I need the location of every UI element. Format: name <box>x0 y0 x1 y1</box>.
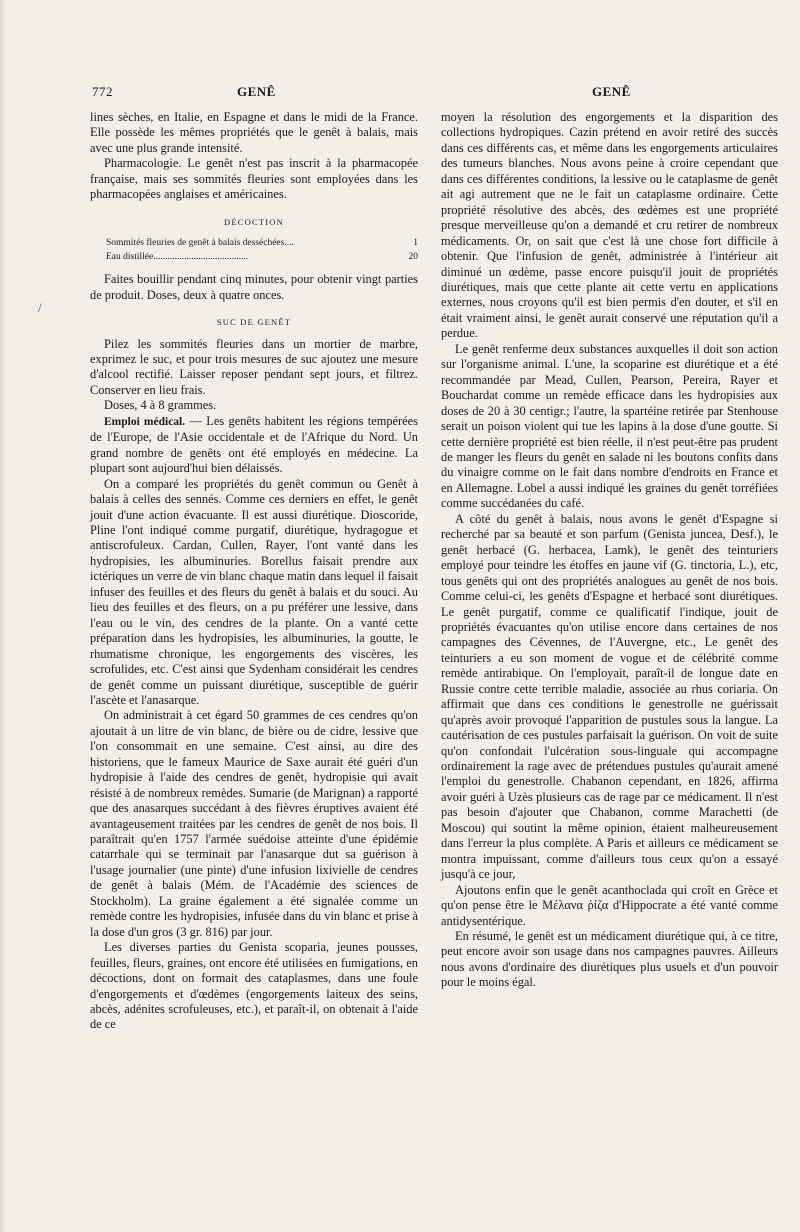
right-paragraph-substances: Le genêt renferme deux substances auxquelles il doit son action sur l'organisme animal. L'une, la scoparine est diurétique et a été recommandée par Mead, Cullen, Pearson, Pereira, Rayer et Bouchardat comme un remède efficace dans les hydropisies aux doses de 20 à 30 centigr.; l'autre, la spartéine retirée par Stenhouse serait un poison violent qui tue les lapins à la dose d'une goutte. Si cette dernière propriété est bien réelle, il n'est peut-être pas prudent de manger les fleurs du genêt en salade ni les boutons confits dans du vinaigre comme on le fait dans nombre d'endroits en France et en Allemagne. Lobel a aussi indiqué les graines du genêt torréfiées comme succédanées du café. <box>441 341 778 511</box>
left-paragraph-1: lines sèches, en Italie, en Espagne et dans le midi de la France. Elle possède les mêmes propriétés que le genêt à balais, mais avec une plus grande intensité. <box>90 110 418 155</box>
left-running-title: GENÊ <box>237 84 276 99</box>
suc-doses: Doses, 4 à 8 grammes. <box>104 398 217 413</box>
page-edge <box>0 0 6 1232</box>
suc-heading: SUC DE GENÊT <box>216 317 292 328</box>
left-paragraph-cendres: On administrait à cet égard 50 grammes de ces cendres qu'on ajoutait à un litre de vin blanc, de bière ou de cidre, lessive que l'on consommait en une semaine. C'est ainsi, au dire des historiens, que le fameux Maurice de Saxe aurait été guéri d'un hydropisie à l'aide des cendres de genêt, hydropisie qui avait résisté à de nombreux remèdes. Sumarie (de Marignan) a rapporté que des anasarques succédant à des fièvres éruptives avaient été avantageusement traitées par les cendres de genêt de nos bois. Il paraîtrait qu'en 1757 l'armée suédoise atteinte d'une épidémie catarrhale qui se terminait par l'anasarque dut sa guérison à l'usage journalier (une pinte) d'une infusion lixivielle de cendres de genêt à balais (Mém. de l'Académie des sciences de Stockholm). La graine également a été signalée comme un remède contre les hydropisies, infusée dans du vin blanc et prise à la dose d'un gros (3 gr. 816) par jour. <box>90 708 418 939</box>
decoction-heading: DÉCOCTION <box>224 216 284 227</box>
right-paragraph-resume: En résumé, le genêt est un médicament diurétique qui, à ce titre, peut encore avoir son usage dans nos campagnes pauvres. Ailleurs nous avons d'ordinaire des diurétiques plus usuels et d'un pouvoir pour le moins égal. <box>441 929 778 990</box>
recipe-ingredient: Sommités fleuries de genêt à balais desséchées.... <box>106 238 294 249</box>
decoction-recipe <box>106 236 418 264</box>
recipe-row <box>106 236 418 250</box>
recipe-quantity: 1 <box>413 238 418 249</box>
right-paragraph-varieties: A côté du genêt à balais, nous avons le genêt d'Espagne si recherché par sa beauté et son parfum (Genista juncea, Desf.), le genêt herbacé (G. herbacea, Lamk), le genêt des teinturiers employé pour teindre les étoffes en jaune vif (G. tinctoria, L.), etc, tous genêts qui ont des propriétés analogues au genêt de nos bois. Comme celui-ci, les genêts d'Espagne et herbacé sont diurétiques. Le genêt purgatif, comme ce qualificatif l'indique, jouit de propriétés évacuantes qu'on utilise encore dans certaines de nos campagnes des Cévennes, de l'Auvergne, etc., Le genêt des teinturiers a eu son moment de vogue et de célébrité comme remède antirabique. On l'employait, paraît-il de longue date en Russie contre cette terrible maladie, associée au rhus coriaria. On affirmait que dans ces conditions le genestrolle ne guérissait qu'après avoir provoqué l'apparition de pustules sous la langue. La cautérisation de ces pustules parfaisait la guérison. On voit de suite qu'on confondait l'ulcération sous-linguale qui accompagne ordinairement la rage avec de prétendues pustules qu'aurait amené l'emploi du genestrolle. Chabanon cependant, en 1826, affirma avoir guéri à Uzès plusieurs cas de rage par ce médicament. Il n'est pas besoin d'ajouter que Chabanon, comme Marachetti (de Moscou) qui soutint la même opinion, étaient malheureusement dans l'erreur la plus complète. A Paris et ailleurs ce médicament se montra impuissant, comme d'ailleurs tous ceux qu'on a essayé jusqu'à ce jour, <box>441 511 778 882</box>
right-column <box>441 110 778 991</box>
right-paragraph-1: moyen la résolution des engorgements et la disparition des collections hydropiques. Cazin prétend en avoir retiré des succès dans ces différents cas, et même dans les engorgements articulaires des tumeurs blanches. Nous avons peine à croire cependant que dans ces différentes conditions, la lessive ou le cataplasme de genêt ait agi autrement que ne le fait un cataplasme ordinaire. Cette propriété résolutive des abcès, des œdèmes est une propriété presque merveilleuse qu'on a demandé et cru retirer de nombreux médicaments. Or, on sait que c'est là une chose fort difficile à obtenir. Que l'infusion de genêt, administrée à l'intérieur ait diminué un œdème, passe encore puisqu'il jouit de propriétés diurétiques, mais que cette plante ait cette vertu en applications externes, nous croyons qu'il est bien permis d'en douter, et s'il en était vraiment ainsi, le genêt aurait conservé une réputation qu'il a perdue. <box>441 110 778 341</box>
left-column <box>90 110 418 1033</box>
left-paragraph-genista: Les diverses parties du Genista scoparia, jeunes pousses, feuilles, fleurs, graines, ont encore été utilisées en fumigations, en décoctions, dont on formait des cataplasmes, dans une foule d'engorgements et d'œdèmes (engorgements laiteux des seins, abcès, adénites scrofuleuses, etc.), et paraît-il, on obtenait à l'aide de ce <box>90 940 418 1032</box>
emploi-medical-text: — Les genêts habitent les régions tempérées de l'Europe, de l'Asie occidentale et de l'Afrique du Nord. Un grand nombre de genêts ont été employés en médecine. La plupart sont aujourd'hui bien délaissés. <box>90 413 418 476</box>
running-header <box>92 84 772 104</box>
right-paragraph-acanthoclada: Ajoutons enfin que le genêt acanthoclada qui croît en Grèce et qu'on pense être le Μέλανα ῥίζα d'Hippocrate a été vanté comme antidysentérique. <box>441 882 778 928</box>
left-paragraph-comparison: On a comparé les propriétés du genêt commun ou Genêt à balais à celles des sennés. Comme ces derniers en effet, le genêt jouit d'une action évacuante. Il est aussi diurétique. Dioscoride, Pline l'ont indiqué comme purgatif, diurétique, hydragogue et antiscrofuleux. Cardan, Cullen, Rayer, l'ont vanté dans les hydropisies, les albuminuries. Borellus faisait prendre aux ictériques un verre de vin blanc chaque matin dans lequel il faisait infuser des feuilles et des fleurs du genêt à balais et du souci. Au lieu des feuilles et des fleurs, on a pu préférer une lessive, dans l'eau ou le vin, des cendres de la plante. On a vanté cette préparation dans les hydropisies, les albuminuries, la goutte, le rhumatisme chronique, les engorgements des viscères, les scrofulides, etc. C'est ainsi que Sydenham considérait les cendres de genêt comme un puissant diurétique, susceptible de guérir l'ascète et l'anasarque. <box>90 476 418 707</box>
emploi-medical-label: Emploi médical. <box>104 415 186 428</box>
margin-mark: / <box>38 300 42 315</box>
emploi-medical-paragraph <box>90 414 418 477</box>
suc-instructions: Pilez les sommités fleuries dans un mortier de marbre, exprimez le suc, et pour trois mesures de suc ajoutez une mesure d'alcool rectifié. Laisser reposer pendant sept jours, et filtrez. Conserver en lieu frais. <box>90 336 418 397</box>
page-number: 772 <box>92 84 113 99</box>
right-running-title: GENÊ <box>592 84 631 99</box>
recipe-quantity: 20 <box>408 252 418 263</box>
recipe-ingredient: Eau distillée........................................ <box>106 252 249 263</box>
pharmacologie-paragraph: Pharmacologie. Le genêt n'est pas inscrit à la pharmacopée française, mais ses sommités fleuries sont employées dans les pharmacopées anglaises et américaines. <box>90 156 418 202</box>
decoction-instructions: Faites bouillir pendant cinq minutes, pour obtenir vingt parties de produit. Doses, deux à quatre onces. <box>90 272 418 302</box>
recipe-row <box>106 250 418 264</box>
